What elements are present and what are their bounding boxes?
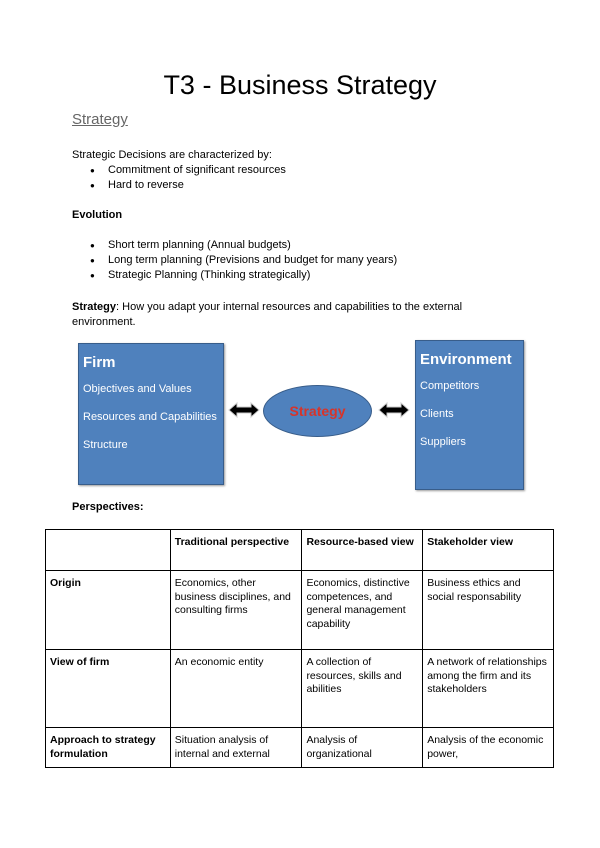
list-item: ● Hard to reverse (108, 178, 286, 193)
strategy-ellipse: Strategy (263, 385, 372, 437)
table-cell: A collection of resources, skills and abilities (302, 650, 423, 728)
intro-text: Strategic Decisions are characterized by: (72, 149, 272, 161)
table-row (46, 571, 554, 650)
firm-item: Objectives and Values (83, 383, 192, 395)
table-cell: A network of relationships among the firm and its stakeholders (423, 650, 554, 728)
table-cell: Analysis of organizational (302, 728, 423, 768)
environment-box (415, 340, 524, 490)
term: Strategy (72, 301, 117, 313)
table-cell: Economics, distinctive competences, and general management capability (302, 571, 423, 650)
table-cell: An economic entity (170, 650, 302, 728)
header-cell: Resource-based view (302, 530, 423, 571)
section-heading: Strategy (72, 111, 128, 128)
table-cell: Situation analysis of internal and external (170, 728, 302, 768)
row-label: Approach to strategy formulation (46, 728, 171, 768)
list-item: ● Commitment of significant resources (108, 163, 286, 178)
table-cell: Business ethics and social responsability (423, 571, 554, 650)
firm-item: Structure (83, 439, 128, 451)
list-item: ● Short term planning (Annual budgets) (108, 238, 397, 253)
double-arrow-icon (378, 400, 410, 420)
double-arrow-icon (228, 400, 260, 420)
page-title: T3 - Business Strategy (163, 70, 437, 100)
evolution-heading: Evolution (72, 209, 123, 221)
environment-title: Environment (420, 351, 512, 368)
header-cell: Traditional perspective (170, 530, 302, 571)
table-cell: Analysis of the economic power, (423, 728, 554, 768)
firm-title: Firm (83, 354, 116, 371)
environment-item: Competitors (420, 380, 480, 392)
evolution-list (72, 238, 397, 283)
table-header-row (46, 530, 554, 571)
row-label: Origin (46, 571, 171, 650)
definition: : How you adapt your internal resources and capabilities to the external environment. (72, 301, 463, 328)
firm-box (78, 343, 224, 485)
environment-item: Clients (420, 408, 454, 420)
firm-item: Resources and Capabilities (83, 411, 217, 423)
environment-item: Suppliers (420, 436, 466, 448)
perspectives-table (45, 529, 554, 768)
list-item: ● Strategic Planning (Thinking strategically) (108, 268, 397, 283)
table-row (46, 650, 554, 728)
perspectives-heading: Perspectives: (72, 501, 144, 513)
header-cell: Stakeholder view (423, 530, 554, 571)
strategy-definition (72, 300, 492, 330)
list-item: ● Long term planning (Previsions and budget for many years) (108, 253, 397, 268)
intro-list (72, 163, 286, 193)
table-row (46, 728, 554, 768)
table-cell: Economics, other business disciplines, and consulting firms (170, 571, 302, 650)
row-label: View of firm (46, 650, 171, 728)
header-cell (46, 530, 171, 571)
